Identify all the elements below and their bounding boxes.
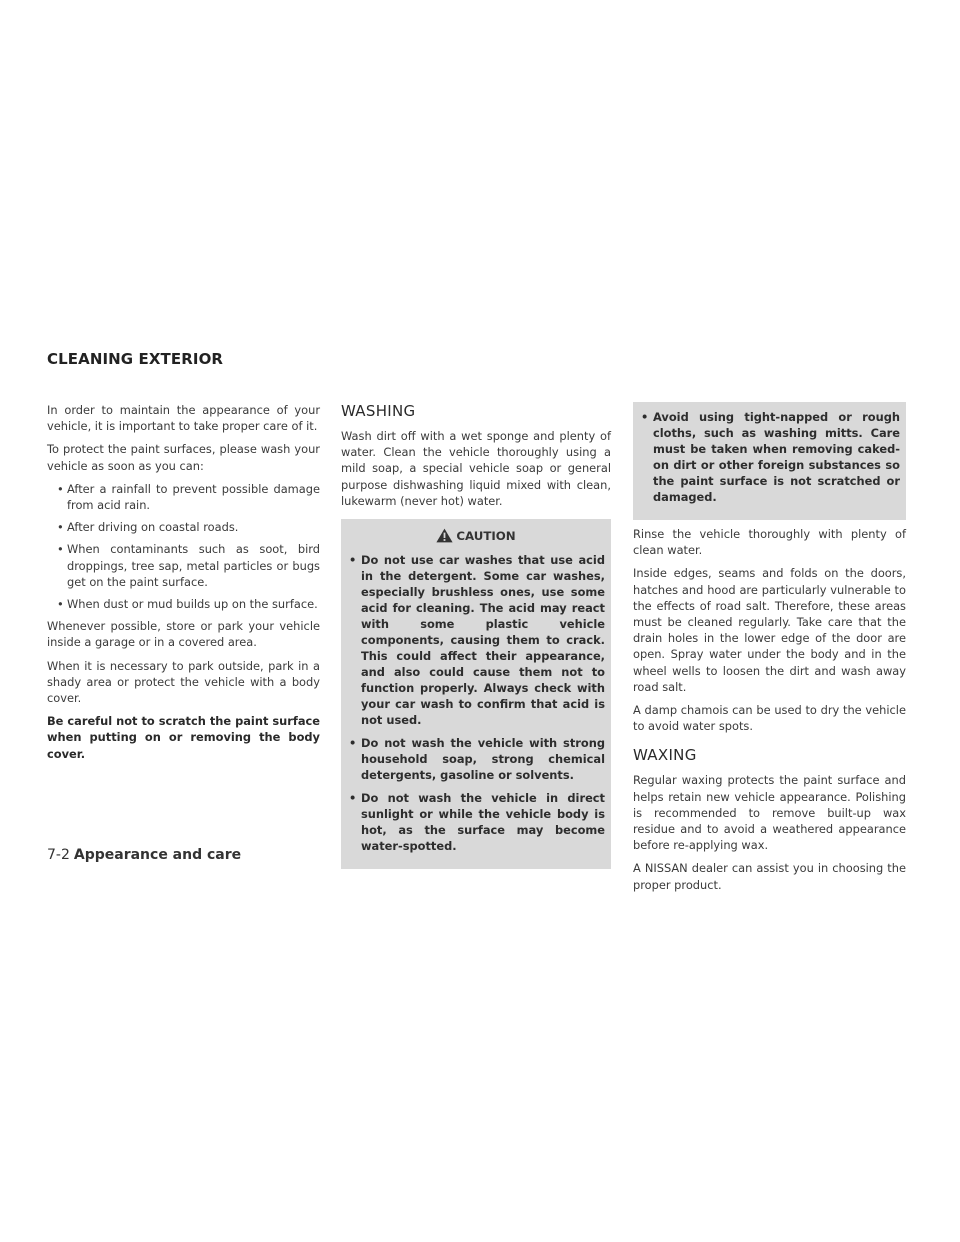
waxing-heading: WAXING bbox=[633, 746, 697, 765]
warning-triangle-icon bbox=[436, 528, 453, 543]
protect-paragraph: To protect the paint surfaces, please wash your vehicle as soon as you can: bbox=[47, 442, 320, 473]
page-number: 7-2 bbox=[47, 847, 70, 863]
waxing-paragraph: Regular waxing protects the paint surface and helps retain new vehicle appearance. Polishing is recommended to remove built-up wax residue and to avoid a weathered appearance before re-applying wax. bbox=[633, 773, 906, 853]
garage-paragraph: Whenever possible, store or park your vehicle inside a garage or in a covered area. bbox=[47, 619, 320, 650]
list-item: • Do not wash the vehicle with strong household soap, strong chemical detergents, gasoline or solvents. bbox=[347, 735, 605, 783]
column-left bbox=[47, 402, 320, 769]
list-item: • When contaminants such as soot, bird droppings, tree sap, metal particles or bugs get on the paint surface. bbox=[47, 541, 320, 590]
column-middle bbox=[341, 402, 611, 875]
washing-heading: WASHING bbox=[341, 402, 416, 420]
caution-box bbox=[341, 519, 611, 869]
list-item: • Do not use car washes that use acid in the detergent. Some car washes, especially brushless ones, use some acid for cleaning. The acid may react with some plastic vehicle components, causing them to crack. This could affect their appearance, and also could cause them not to function properly. Always check with your car wash to confirm that acid is not used. bbox=[347, 552, 605, 728]
washing-paragraph: Wash dirt off with a wet sponge and plenty of water. Clean the vehicle thoroughly using a mild soap, a special vehicle soap or general purpose dishwashing liquid mixed with clean, lukewarm (never hot) water. bbox=[341, 429, 611, 508]
outside-paragraph: When it is necessary to park outside, park in a shady area or protect the vehicle with a body cover. bbox=[47, 658, 320, 706]
list-item: • Avoid using tight-napped or rough cloths, such as washing mitts. Care must be taken when removing caked-on dirt or other foreign substances so the paint surface is not scratched or damaged. bbox=[639, 409, 900, 505]
page-footer bbox=[47, 847, 241, 863]
column-right bbox=[633, 402, 906, 900]
dealer-paragraph: A NISSAN dealer can assist you in choosing the proper product. bbox=[633, 861, 906, 892]
list-item: • After a rainfall to prevent possible damage from acid rain. bbox=[47, 481, 320, 513]
list-item: • When dust or mud builds up on the surface. bbox=[47, 596, 320, 612]
caution-label: CAUTION bbox=[456, 528, 516, 543]
chamois-paragraph: A damp chamois can be used to dry the vehicle to avoid water spots. bbox=[633, 703, 906, 734]
caution-list-continued bbox=[639, 409, 900, 505]
list-item: • After driving on coastal roads. bbox=[47, 519, 320, 535]
chapter-title: Appearance and care bbox=[73, 847, 242, 863]
wash-conditions-list bbox=[47, 481, 320, 612]
caution-header bbox=[347, 525, 605, 552]
rinse-paragraph: Rinse the vehicle thoroughly with plenty of clean water. bbox=[633, 527, 906, 558]
road-salt-paragraph: Inside edges, seams and folds on the doors, hatches and hood are particularly vulnerable to the effects of road salt. Therefore, these areas must be cleaned regularly. Take care that the drain holes in the lower edge of the door are open. Spray water under the body and in the wheel wells to loosen the dirt and wash away road salt. bbox=[633, 566, 906, 694]
intro-paragraph: In order to maintain the appearance of your vehicle, it is important to take proper care of it. bbox=[47, 403, 320, 434]
section-title: CLEANING EXTERIOR bbox=[47, 350, 224, 368]
caution-box-continued bbox=[633, 402, 906, 520]
list-item: • Do not wash the vehicle in direct sunlight or while the vehicle body is hot, as the surface may become water-spotted. bbox=[347, 790, 605, 854]
body-cover-warning: Be careful not to scratch the paint surface when putting on or removing the body cover. bbox=[47, 714, 320, 761]
caution-list bbox=[347, 552, 605, 854]
